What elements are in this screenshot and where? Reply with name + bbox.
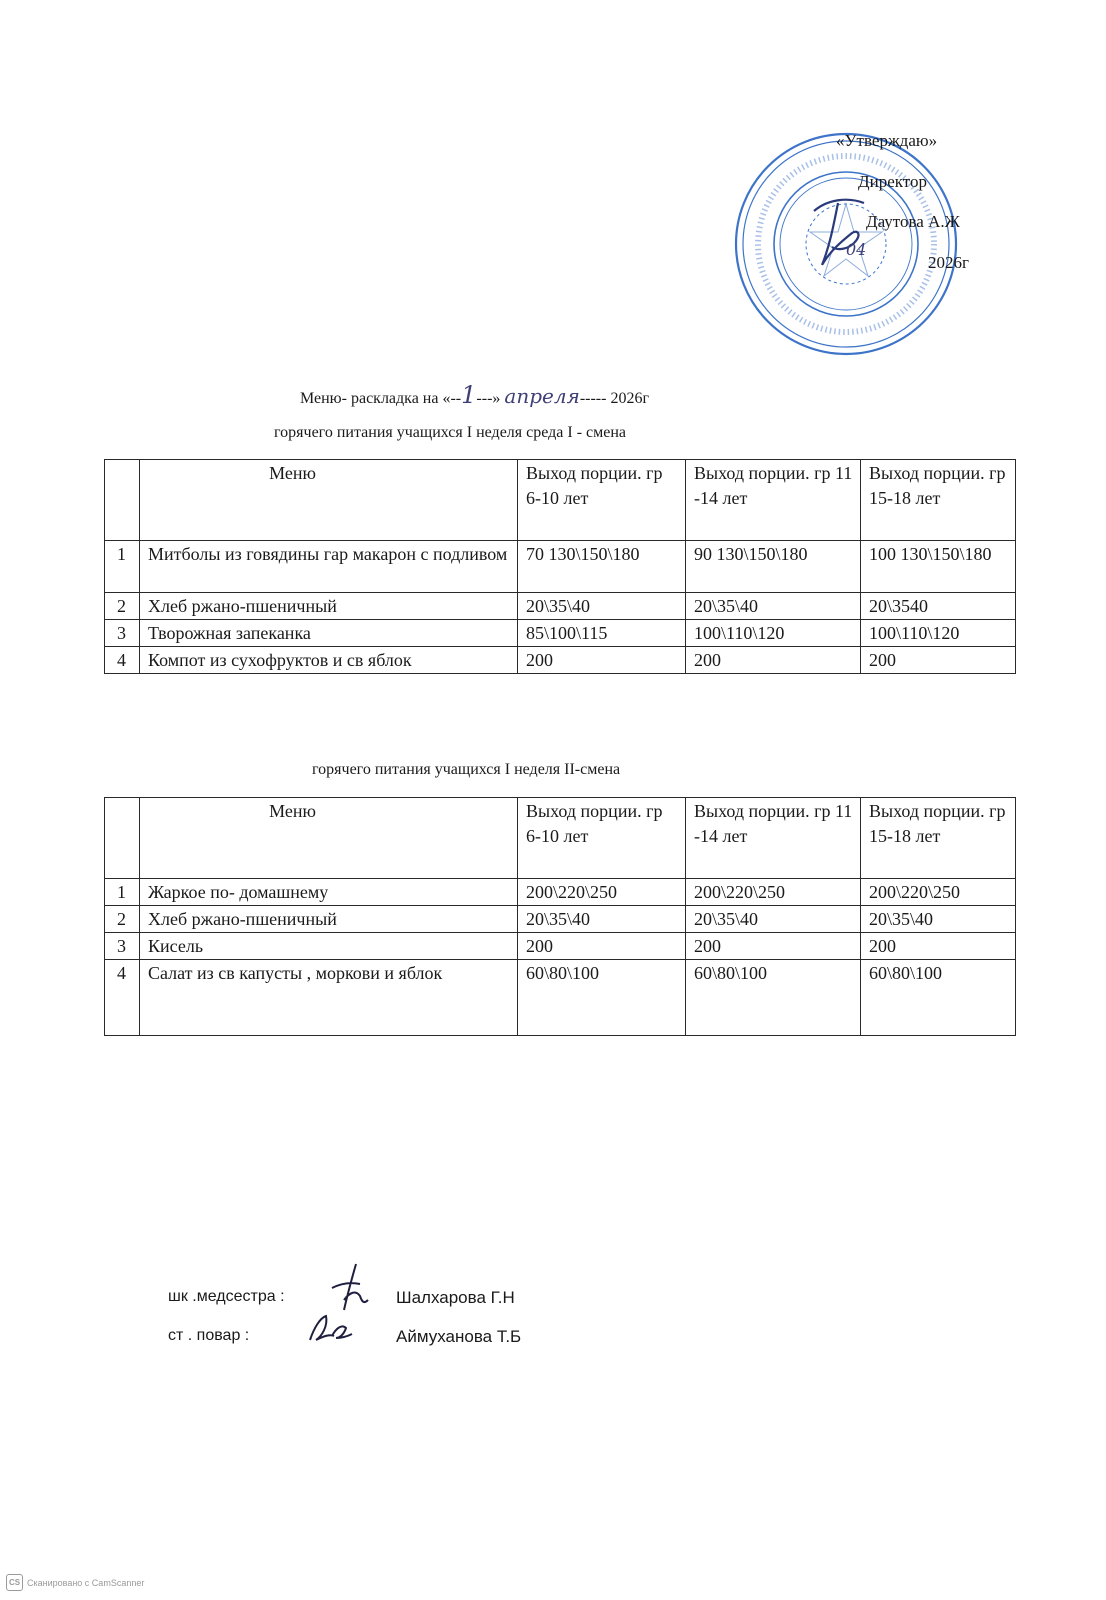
portion-15-18: 200\220\250 [861,879,1016,906]
nurse-label: шк .медсестра : [168,1288,285,1305]
row-number: 4 [105,647,140,674]
portion-11-14: 200 [686,933,861,960]
title-open-quote: « [442,390,451,407]
portion-15-18: 100\110\120 [861,620,1016,647]
header-number-cell [105,798,140,879]
dish-name: Хлеб ржано-пшеничный [140,593,518,620]
header-age-6-10: Выход порции. гр 6-10 лет [518,460,686,541]
dish-name: Компот из сухофруктов и св яблок [140,647,518,674]
row-number: 1 [105,879,140,906]
scanner-watermark-text: Сканировано с CamScanner [27,1577,145,1588]
portion-15-18: 20\3540 [861,593,1016,620]
nurse-name: Шалхарова Г.Н [396,1288,515,1307]
header-age-11-14: Выход порции. гр 11 -14 лет [686,798,861,879]
portion-15-18: 200 [861,933,1016,960]
title-year: 2026г [610,390,650,407]
portion-11-14: 20\35\40 [686,906,861,933]
portion-15-18: 60\80\100 [861,960,1016,1036]
title-close-quote: » [492,390,501,407]
portion-6-10: 20\35\40 [518,906,686,933]
portion-6-10: 20\35\40 [518,593,686,620]
menu-table-shift1 [104,459,1016,674]
dish-name: Хлеб ржано-пшеничный [140,906,518,933]
dish-name: Творожная запеканка [140,620,518,647]
nurse-signature [326,1262,370,1314]
section2-heading: горячего питания учащихся I неделя II-смена [312,761,621,778]
portion-11-14: 90 130\150\180 [686,541,861,593]
approval-year: 2026г [928,253,969,272]
table-row [105,593,1016,620]
cook-signature [306,1310,354,1346]
header-menu: Меню [140,460,518,541]
title-day-handwritten: 1 [461,381,477,409]
portion-6-10: 200 [518,933,686,960]
portion-6-10: 70 130\150\180 [518,541,686,593]
approval-date-handwritten: 04 [846,240,867,259]
portion-15-18: 100 130\150\180 [861,541,1016,593]
dish-name: Жаркое по- домашнему [140,879,518,906]
table-row [105,879,1016,906]
dish-name: Салат из св капусты , моркови и яблок [140,960,518,1036]
row-number: 2 [105,906,140,933]
camscanner-logo-icon: CS [6,1574,23,1591]
header-age-11-14: Выход порции. гр 11 -14 лет [686,460,861,541]
director-signature [808,193,872,273]
header-age-15-18: Выход порции. гр 15-18 лет [861,798,1016,879]
dish-name: Митболы из говядины гар макарон с подливом [140,541,518,593]
table-header-row [105,798,1016,879]
row-number: 3 [105,620,140,647]
portion-11-14: 200 [686,647,861,674]
header-age-6-10: Выход порции. гр 6-10 лет [518,798,686,879]
table-row [105,960,1016,1036]
section1-heading: горячего питания учащихся I неделя среда I - смена [274,424,627,441]
table-header-row [105,460,1016,541]
portion-6-10: 200 [518,647,686,674]
portion-11-14: 200\220\250 [686,879,861,906]
row-number: 1 [105,541,140,593]
portion-11-14: 100\110\120 [686,620,861,647]
portion-15-18: 200 [861,647,1016,674]
title-month-handwritten: апреля [504,384,580,408]
portion-6-10: 60\80\100 [518,960,686,1036]
table-row [105,933,1016,960]
row-number: 2 [105,593,140,620]
approval-title: «Утверждаю» [836,131,938,150]
menu-table-shift2 [104,797,1016,1036]
dish-name: Кисель [140,933,518,960]
table-row [105,541,1016,593]
row-number: 3 [105,933,140,960]
approval-position: Директор [858,172,927,191]
table-row [105,906,1016,933]
cook-name: Аймуханова Т.Б [396,1327,522,1346]
row-number: 4 [105,960,140,1036]
cook-label: ст . повар : [168,1327,250,1344]
portion-6-10: 200\220\250 [518,879,686,906]
table-row [105,620,1016,647]
table-row [105,647,1016,674]
portion-11-14: 60\80\100 [686,960,861,1036]
portion-6-10: 85\100\115 [518,620,686,647]
document-title: Меню- раскладка на «--1---» апреля----- 2026г [300,381,650,409]
approval-director-name: Даутова А.Ж [866,212,960,231]
header-number-cell [105,460,140,541]
header-age-15-18: Выход порции. гр 15-18 лет [861,460,1016,541]
portion-15-18: 20\35\40 [861,906,1016,933]
header-menu: Меню [140,798,518,879]
title-prefix: Меню- раскладка на [300,390,439,407]
scanner-watermark [6,1574,144,1591]
portion-11-14: 20\35\40 [686,593,861,620]
